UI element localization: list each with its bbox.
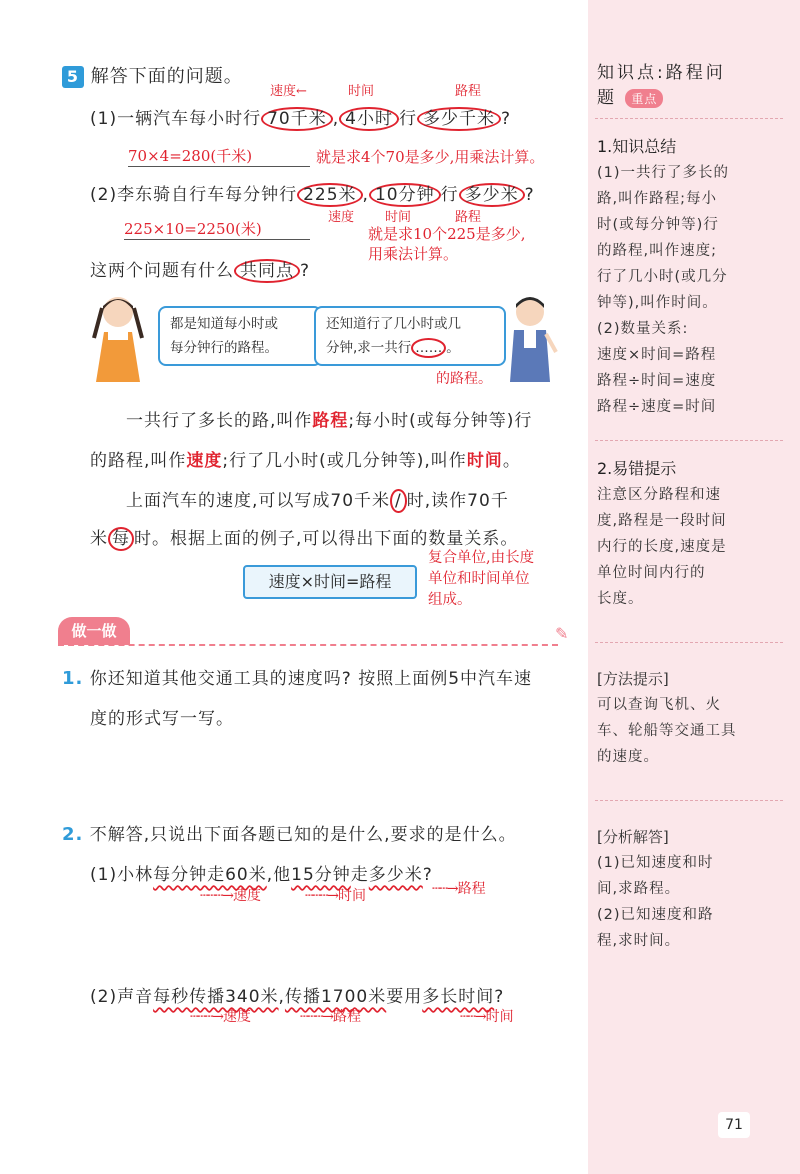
answer-1: 70×4=280(千米) [128, 145, 310, 167]
definition-line-4: 米 每 时。根据上面的例子,可以得出下面的数量关系。 [90, 529, 519, 549]
circled-ellipsis: …… [411, 338, 446, 358]
wavy-speed: 每分钟走60米 [153, 865, 267, 885]
annotation-speed: ┄┄┄→速度 [200, 888, 262, 904]
annotation-distance: 路程 [455, 210, 482, 225]
definition-line-3: 上面汽车的速度,可以写成70千米 / 时,读作70千 [126, 491, 509, 511]
annotation-time: ┄┄┄→时间 [305, 888, 367, 904]
answer-2: 225×10=2250(米) [124, 218, 310, 240]
circled-slash: / [390, 489, 407, 513]
wavy-distance: 多少米 [368, 865, 423, 885]
summary-body: (1)一共行了多长的 路,叫作路程;每小 时(或每分钟等)行 的路程,叫作速度; 行了几小时(或几分 钟等),叫作时间。 (2)数量关系: 速度×时间=路程 路程÷时间=速度 路程÷速度=时间 [597, 165, 730, 415]
girl-illustration [88, 292, 148, 384]
common-point-question: 这两个问题有什么 共同点 ? [90, 261, 311, 281]
sidebar-divider [595, 800, 783, 801]
mistake-body: 注意区分路程和速 度,路程是一段时间 内行的长度,速度是 单位时间内行的 长度。 [597, 487, 727, 607]
exercise-2-part-2: (2)声音每秒传播340米,传播1700米要用多长时间? [90, 987, 505, 1007]
annotation-distance: ┄┄┄→路程 [300, 1009, 362, 1025]
exercise-number: 1. [62, 668, 84, 689]
term-speed: 速度 [186, 451, 223, 471]
annotation-time: 时间 [385, 210, 412, 225]
wavy-speed: 每秒传播340米 [153, 987, 279, 1007]
page-number: 71 [718, 1112, 750, 1138]
key-point-badge: 重点 [625, 89, 663, 108]
term-time: 时间 [466, 451, 503, 471]
circled-distance: 多少千米 [417, 107, 501, 131]
sidebar-title: 知识点:路程问 题 重点 [597, 63, 726, 108]
sidebar-divider [595, 642, 783, 643]
note-2: 就是求10个225是多少, 用乘法计算。 [368, 225, 526, 263]
wavy-time: 多长时间 [422, 987, 495, 1007]
circled-distance: 多少米 [459, 183, 525, 207]
example-number-badge: 5 [62, 66, 84, 88]
exercise-1-line-1: 1. 你还知道其他交通工具的速度吗? 按照上面例5中汽车速 [62, 668, 533, 689]
circled-speed: 225米 [297, 183, 362, 207]
circled-common-point: 共同点 [234, 259, 300, 283]
term-distance: 路程 [312, 411, 349, 431]
annotation-speed: 速度← [270, 84, 307, 99]
circled-time: 4小时 [339, 107, 399, 131]
formula-box: 速度×时间=路程 [243, 565, 417, 599]
problem-1-text: (1)一辆汽车每小时行 70千米 , 4小时 行 多少千米 ? [90, 109, 511, 129]
sidebar-divider [595, 118, 783, 119]
mistake-heading: 2.易错提示 [597, 459, 677, 478]
analysis-body: (1)已知速度和时 间,求路程。 (2)已知速度和路 程,求时间。 [597, 855, 714, 949]
definition-line-2: 的路程,叫作速度;行了几小时(或几分钟等),叫作时间。 [90, 451, 521, 471]
sidebar-divider [595, 440, 783, 441]
exercise-2-part-1: (1)小林每分钟走60米,他15分钟走多少米? [90, 865, 433, 885]
wavy-distance: 传播1700米 [284, 987, 387, 1007]
method-tip-body: 可以查询飞机、火 车、轮船等交通工具 的速度。 [597, 697, 737, 765]
method-tip-tag: [方法提示] [597, 670, 669, 688]
boy-speech-bubble: 还知道行了几小时或几 分钟,求一共行 …… 。 [314, 306, 506, 366]
summary-heading: 1.知识总结 [597, 137, 677, 156]
exercise-1-line-2: 度的形式写一写。 [90, 709, 234, 729]
annotation-distance: ┄┄→路程 [432, 881, 486, 897]
compound-unit-note: 复合单位,由长度 单位和时间单位 组成。 [428, 550, 535, 608]
practice-tag: 做一做 [58, 617, 130, 645]
girl-speech-bubble: 都是知道每小时或 每分钟行的路程。 [158, 306, 322, 366]
wavy-time: 15分钟 [291, 865, 351, 885]
exercise-number: 2. [62, 824, 84, 845]
circled-speed: 70千米 [261, 107, 333, 131]
annotation-time: ┄┄→时间 [460, 1009, 514, 1025]
annotation-time: 时间 [348, 84, 375, 99]
definition-line-1: 一共行了多长的路,叫作路程;每小时(或每分钟等)行 [126, 411, 533, 431]
note-1: 就是求4个70是多少,用乘法计算。 [316, 148, 545, 166]
circled-time: 10分钟 [369, 183, 441, 207]
boy-illustration [502, 292, 558, 384]
problem-2-text: (2)李东骑自行车每分钟行 225米 , 10分钟 行 多少米 ? [90, 185, 535, 205]
example-5-heading: 5 解答下面的问题。 [62, 62, 243, 88]
analysis-tag: [分析解答] [597, 828, 669, 846]
exercise-2-title: 2. 不解答,只说出下面各题已知的是什么,要求的是什么。 [62, 824, 517, 845]
annotation-distance-reminder: 的路程。 [436, 371, 492, 387]
pencil-icon: ✎ [555, 624, 569, 643]
practice-divider [58, 644, 558, 646]
annotation-speed: 速度 [328, 210, 355, 225]
circled-per: 每 [108, 527, 134, 551]
annotation-distance: 路程 [455, 84, 482, 99]
annotation-speed: ┄┄┄→速度 [190, 1009, 252, 1025]
